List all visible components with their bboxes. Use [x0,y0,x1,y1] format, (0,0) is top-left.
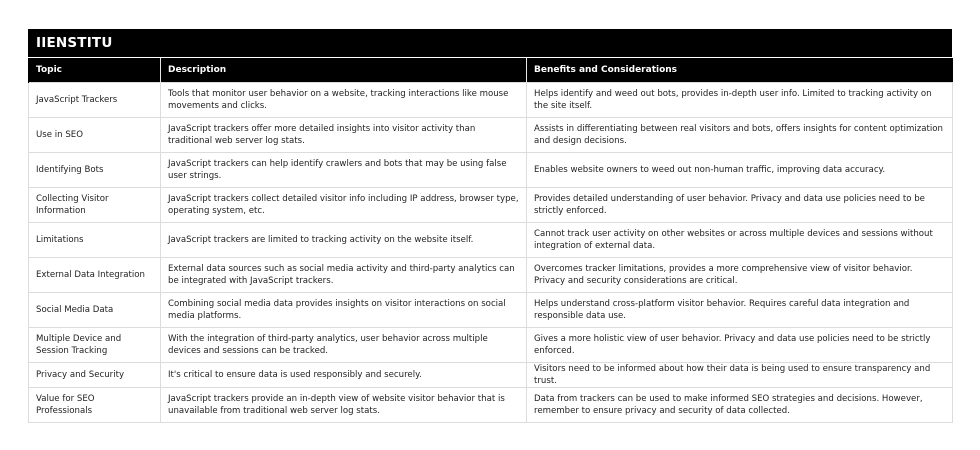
cell-description: JavaScript trackers provide an in-depth view of website visitor behavior that is unavailable from traditional web server log stats. [161,388,527,423]
header-description: Description [161,58,527,83]
table-row [29,328,953,363]
cell-benefits: Assists in differentiating between real visitors and bots, offers insights for content optimization and design decisions. [527,118,953,153]
cell-description: JavaScript trackers collect detailed visitor info including IP address, browser type, operating system, etc. [161,188,527,223]
table-row [29,293,953,328]
cell-benefits: Enables website owners to weed out non-human traffic, improving data accuracy. [527,153,953,188]
cell-topic: Collecting Visitor Information [29,188,161,223]
cell-description: JavaScript trackers can help identify crawlers and bots that may be using false user strings. [161,153,527,188]
cell-description: With the integration of third-party analytics, user behavior across multiple devices and sessions can be tracked. [161,328,527,363]
cell-benefits: Visitors need to be informed about how their data is being used to ensure transparency and trust. [527,363,953,388]
table-row [29,388,953,423]
cell-description: It's critical to ensure data is used responsibly and securely. [161,363,527,388]
cell-description: JavaScript trackers are limited to tracking activity on the website itself. [161,223,527,258]
content-table [28,57,953,423]
content-table-container [28,29,952,423]
cell-benefits: Helps understand cross-platform visitor behavior. Requires careful data integration and responsible data use. [527,293,953,328]
table-row [29,363,953,388]
cell-topic: Limitations [29,223,161,258]
cell-topic: JavaScript Trackers [29,83,161,118]
cell-topic: Privacy and Security [29,363,161,388]
cell-benefits: Helps identify and weed out bots, provides in-depth user info. Limited to tracking activity on the site itself. [527,83,953,118]
table-header-row [29,58,953,83]
header-topic: Topic [29,58,161,83]
cell-benefits: Provides detailed understanding of user behavior. Privacy and data use policies need to be strictly enforced. [527,188,953,223]
cell-benefits: Data from trackers can be used to make informed SEO strategies and decisions. However, remember to ensure privacy and security of data collected. [527,388,953,423]
cell-description: Tools that monitor user behavior on a website, tracking interactions like mouse movements and clicks. [161,83,527,118]
table-row [29,223,953,258]
table-row [29,83,953,118]
cell-benefits: Overcomes tracker limitations, provides a more comprehensive view of visitor behavior. Privacy and security considerations are critical. [527,258,953,293]
cell-topic: Value for SEO Professionals [29,388,161,423]
cell-topic: Use in SEO [29,118,161,153]
cell-benefits: Gives a more holistic view of user behavior. Privacy and data use policies need to be strictly enforced. [527,328,953,363]
cell-topic: External Data Integration [29,258,161,293]
cell-description: Combining social media data provides insights on visitor interactions on social media platforms. [161,293,527,328]
header-benefits: Benefits and Considerations [527,58,953,83]
cell-topic: Identifying Bots [29,153,161,188]
table-row [29,153,953,188]
brand-title-bar: IIENSTITU [28,29,952,57]
cell-description: External data sources such as social media activity and third-party analytics can be integrated with JavaScript trackers. [161,258,527,293]
table-row [29,188,953,223]
table-row [29,258,953,293]
table-row [29,118,953,153]
cell-topic: Multiple Device and Session Tracking [29,328,161,363]
cell-benefits: Cannot track user activity on other websites or across multiple devices and sessions without integration of external data. [527,223,953,258]
cell-description: JavaScript trackers offer more detailed insights into visitor activity than traditional web server log stats. [161,118,527,153]
cell-topic: Social Media Data [29,293,161,328]
